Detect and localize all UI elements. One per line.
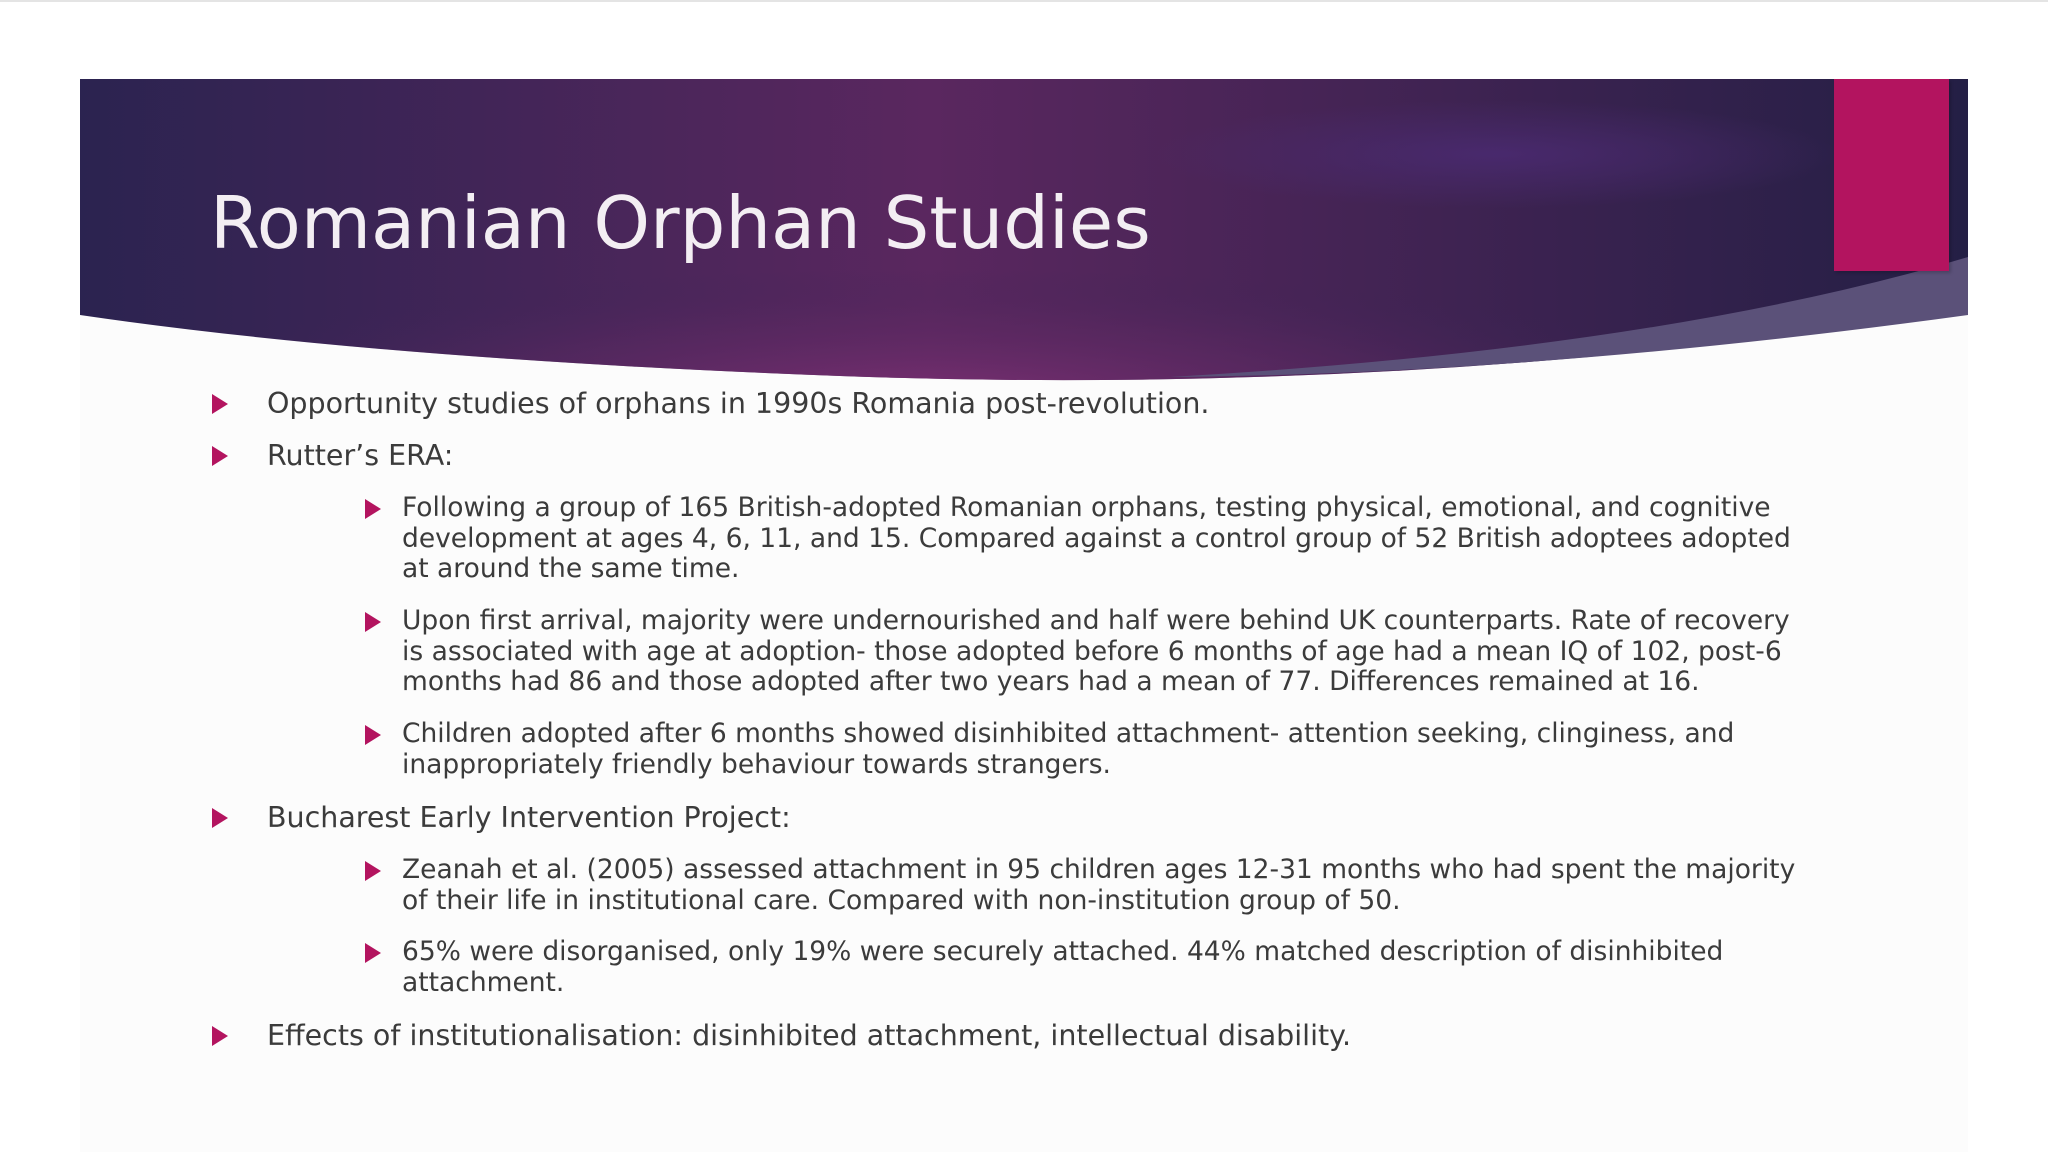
text-line: Following a group of 165 British-adopted Romanian orphans, testing physical, emotional, and cognitive	[402, 492, 1771, 523]
accent-tab	[1834, 79, 1949, 271]
text-line: development at ages 4, 6, 11, and 15. Compared against a control group of 52 British adoptees adopted	[402, 522, 1791, 554]
text-line: at around the same time.	[402, 553, 740, 584]
bullet-text: Effects of institutionalisation: disinhibited attachment, intellectual disability.	[267, 1019, 1352, 1052]
bullet-text: Opportunity studies of orphans in 1990s Romania post-revolution.	[267, 387, 1210, 420]
text-line: attachment.	[402, 966, 565, 998]
bullet-text: Rutter’s ERA:	[267, 439, 454, 472]
text-line: of their life in institutional care. Compared with non-institution group of 50.	[402, 884, 1401, 916]
text-line: Upon first arrival, majority were undernourished and half were behind UK counterparts. Rate of recovery	[402, 605, 1790, 636]
text-line: months had 86 and those adopted after two years had a mean of 77. Differences remained at 16.	[402, 666, 1700, 697]
text-line: inappropriately friendly behaviour towards strangers.	[402, 748, 1111, 780]
text-line: Zeanah et al. (2005) assessed attachment in 95 children ages 12-31 months who had spent the majority	[402, 854, 1796, 885]
slide-title: Romanian Orphan Studies	[210, 181, 1151, 265]
text-line: Children adopted after 6 months showed disinhibited attachment- attention seeking, clinginess, and	[402, 718, 1735, 749]
bullet-text: Bucharest Early Intervention Project:	[267, 801, 791, 834]
text-line: 65% were disorganised, only 19% were securely attached. 44% matched description of disinhibited	[402, 936, 1724, 967]
top-divider	[0, 0, 2048, 2]
text-line: is associated with age at adoption- those adopted before 6 months of age had a mean IQ of 102, post-6	[402, 635, 1782, 667]
